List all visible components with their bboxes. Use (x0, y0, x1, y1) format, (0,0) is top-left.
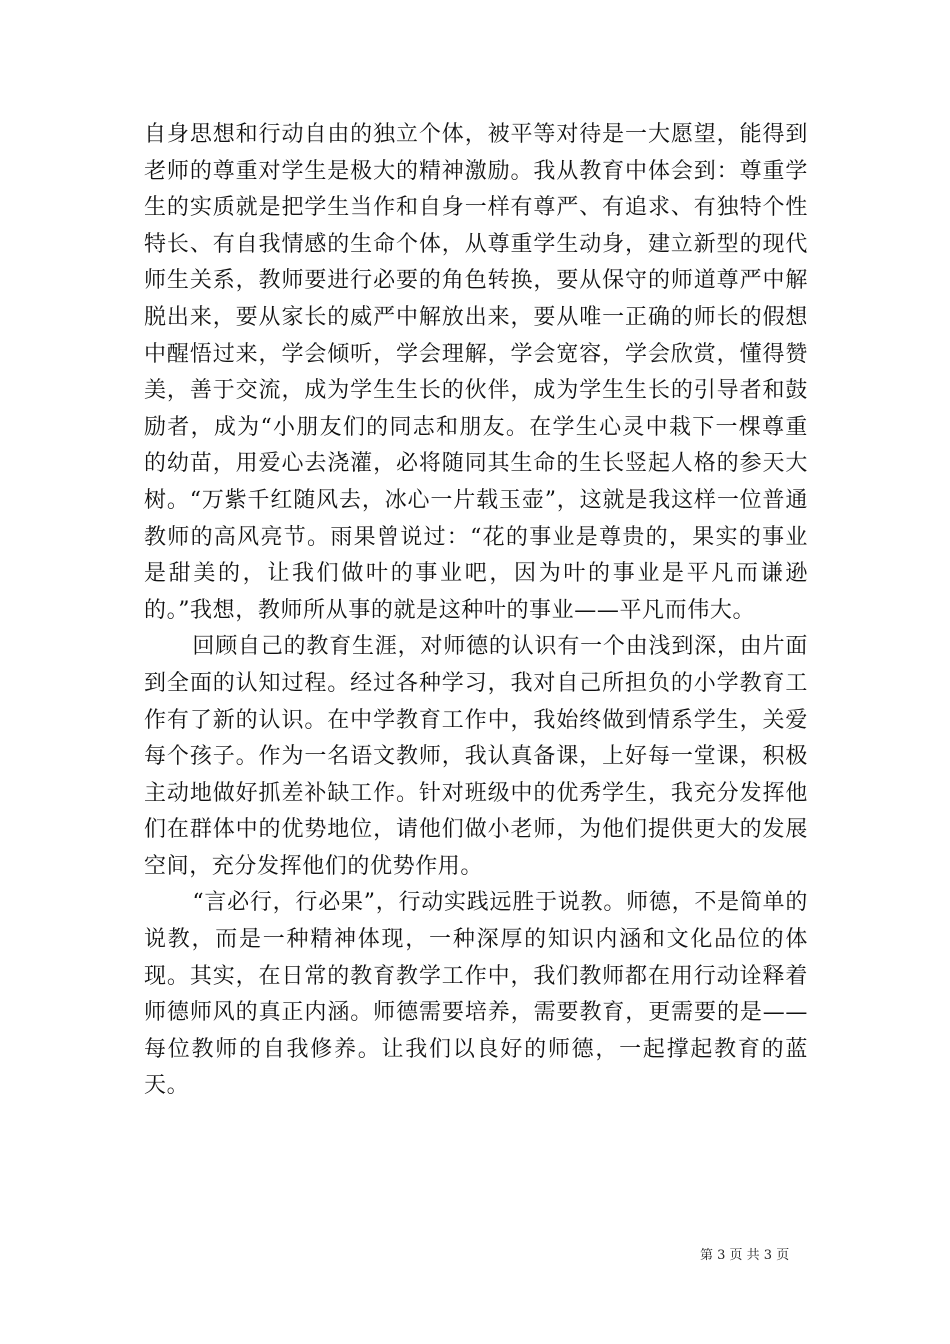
body-text (144, 117, 808, 1105)
paragraph-continued: 自身思想和行动自由的独立个体，被平等对待是一大愿望，能得到老师的尊重对学生是极大的精神激励。我从教育中体会到：尊重学生的实质就是把学生当作和自身一样有尊严、有追求、有独特个性特长、有自我情感的生命个体，从尊重学生动身，建立新型的现代师生关系，教师要进行必要的角色转换，要从保守的师道尊严中解脱出来，要从家长的威严中解放出来，要从唯一正确的师长的假想中醒悟过来，学会倾听，学会理解，学会宽容，学会欣赏，懂得赞美，善于交流，成为学生生长的伙伴，成为学生生长的引导者和鼓励者，成为“小朋友们的同志和朋友。在学生心灵中栽下一棵尊重的幼苗，用爱心去浇灌，必将随同其生命的生长竖起人格的参天大树。“万紫千红随风去，冰心一片载玉壶”，这就是我这样一位普通教师的高风亮节。雨果曾说过：“花的事业是尊贵的，果实的事业是甜美的，让我们做叶的事业吧，因为叶的事业是平凡而谦逊的。”我想，教师所从事的就是这种叶的事业——平凡而伟大。 (144, 122, 808, 623)
paragraph: “言必行，行必果”，行动实践远胜于说教。师德，不是简单的说教，而是一种精神体现，一种深厚的知识内涵和文化品位的体现。其实，在日常的教育教学工作中，我们教师都在用行动诠释着师德师风的真正内涵。师德需要培养，需要教育，更需要的是——每位教师的自我修养。让我们以良好的师德，一起撑起教育的蓝天。 (144, 890, 808, 1099)
paragraph: 回顾自己的教育生涯，对师德的认识有一个由浅到深，由片面到全面的认知过程。经过各种学习，我对自己所担负的小学教育工作有了新的认识。在中学教育工作中，我始终做到情系学生，关爱每个孩子。作为一名语文教师，我认真备课，上好每一堂课，积极主动地做好抓差补缺工作。针对班级中的优秀学生，我充分发挥他们在群体中的优势地位，请他们做小老师，为他们提供更大的发展空间，充分发挥他们的优势作用。 (144, 634, 808, 879)
page-number-footer: 第 3 页 共 3 页 (700, 1248, 790, 1263)
